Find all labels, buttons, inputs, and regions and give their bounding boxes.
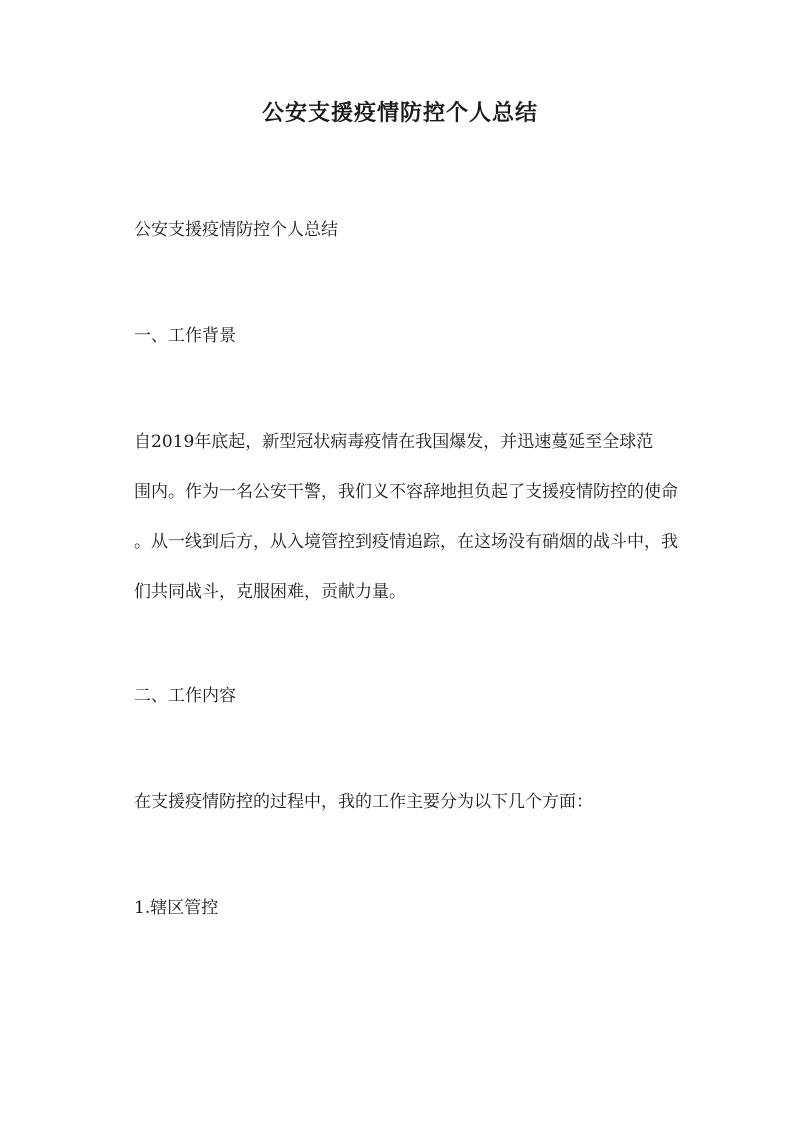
section-heading-background: 一、工作背景 [134, 326, 236, 346]
paragraph-line: 。从一线到后方，从入境管控到疫情追踪，在这场没有硝烟的战斗中，我 [134, 532, 678, 552]
document-subtitle: 公安支援疫情防控个人总结 [134, 220, 338, 240]
paragraph-line: 围内。作为一名公安干警，我们义不容辞地担负起了支援疫情防控的使命 [134, 482, 678, 502]
item-heading-district-control: 1.辖区管控 [134, 898, 219, 918]
paragraph-line: 们共同战斗，克服困难，贡献力量。 [134, 582, 406, 602]
paragraph-line: 自2019年底起，新型冠状病毒疫情在我国爆发，并迅速蔓延至全球范 [134, 432, 654, 452]
background-paragraph [134, 430, 678, 630]
content-intro: 在支援疫情防控的过程中，我的工作主要分为以下几个方面： [134, 792, 593, 812]
section-heading-content: 二、工作内容 [134, 686, 236, 706]
document-title: 公安支援疫情防控个人总结 [261, 100, 538, 126]
